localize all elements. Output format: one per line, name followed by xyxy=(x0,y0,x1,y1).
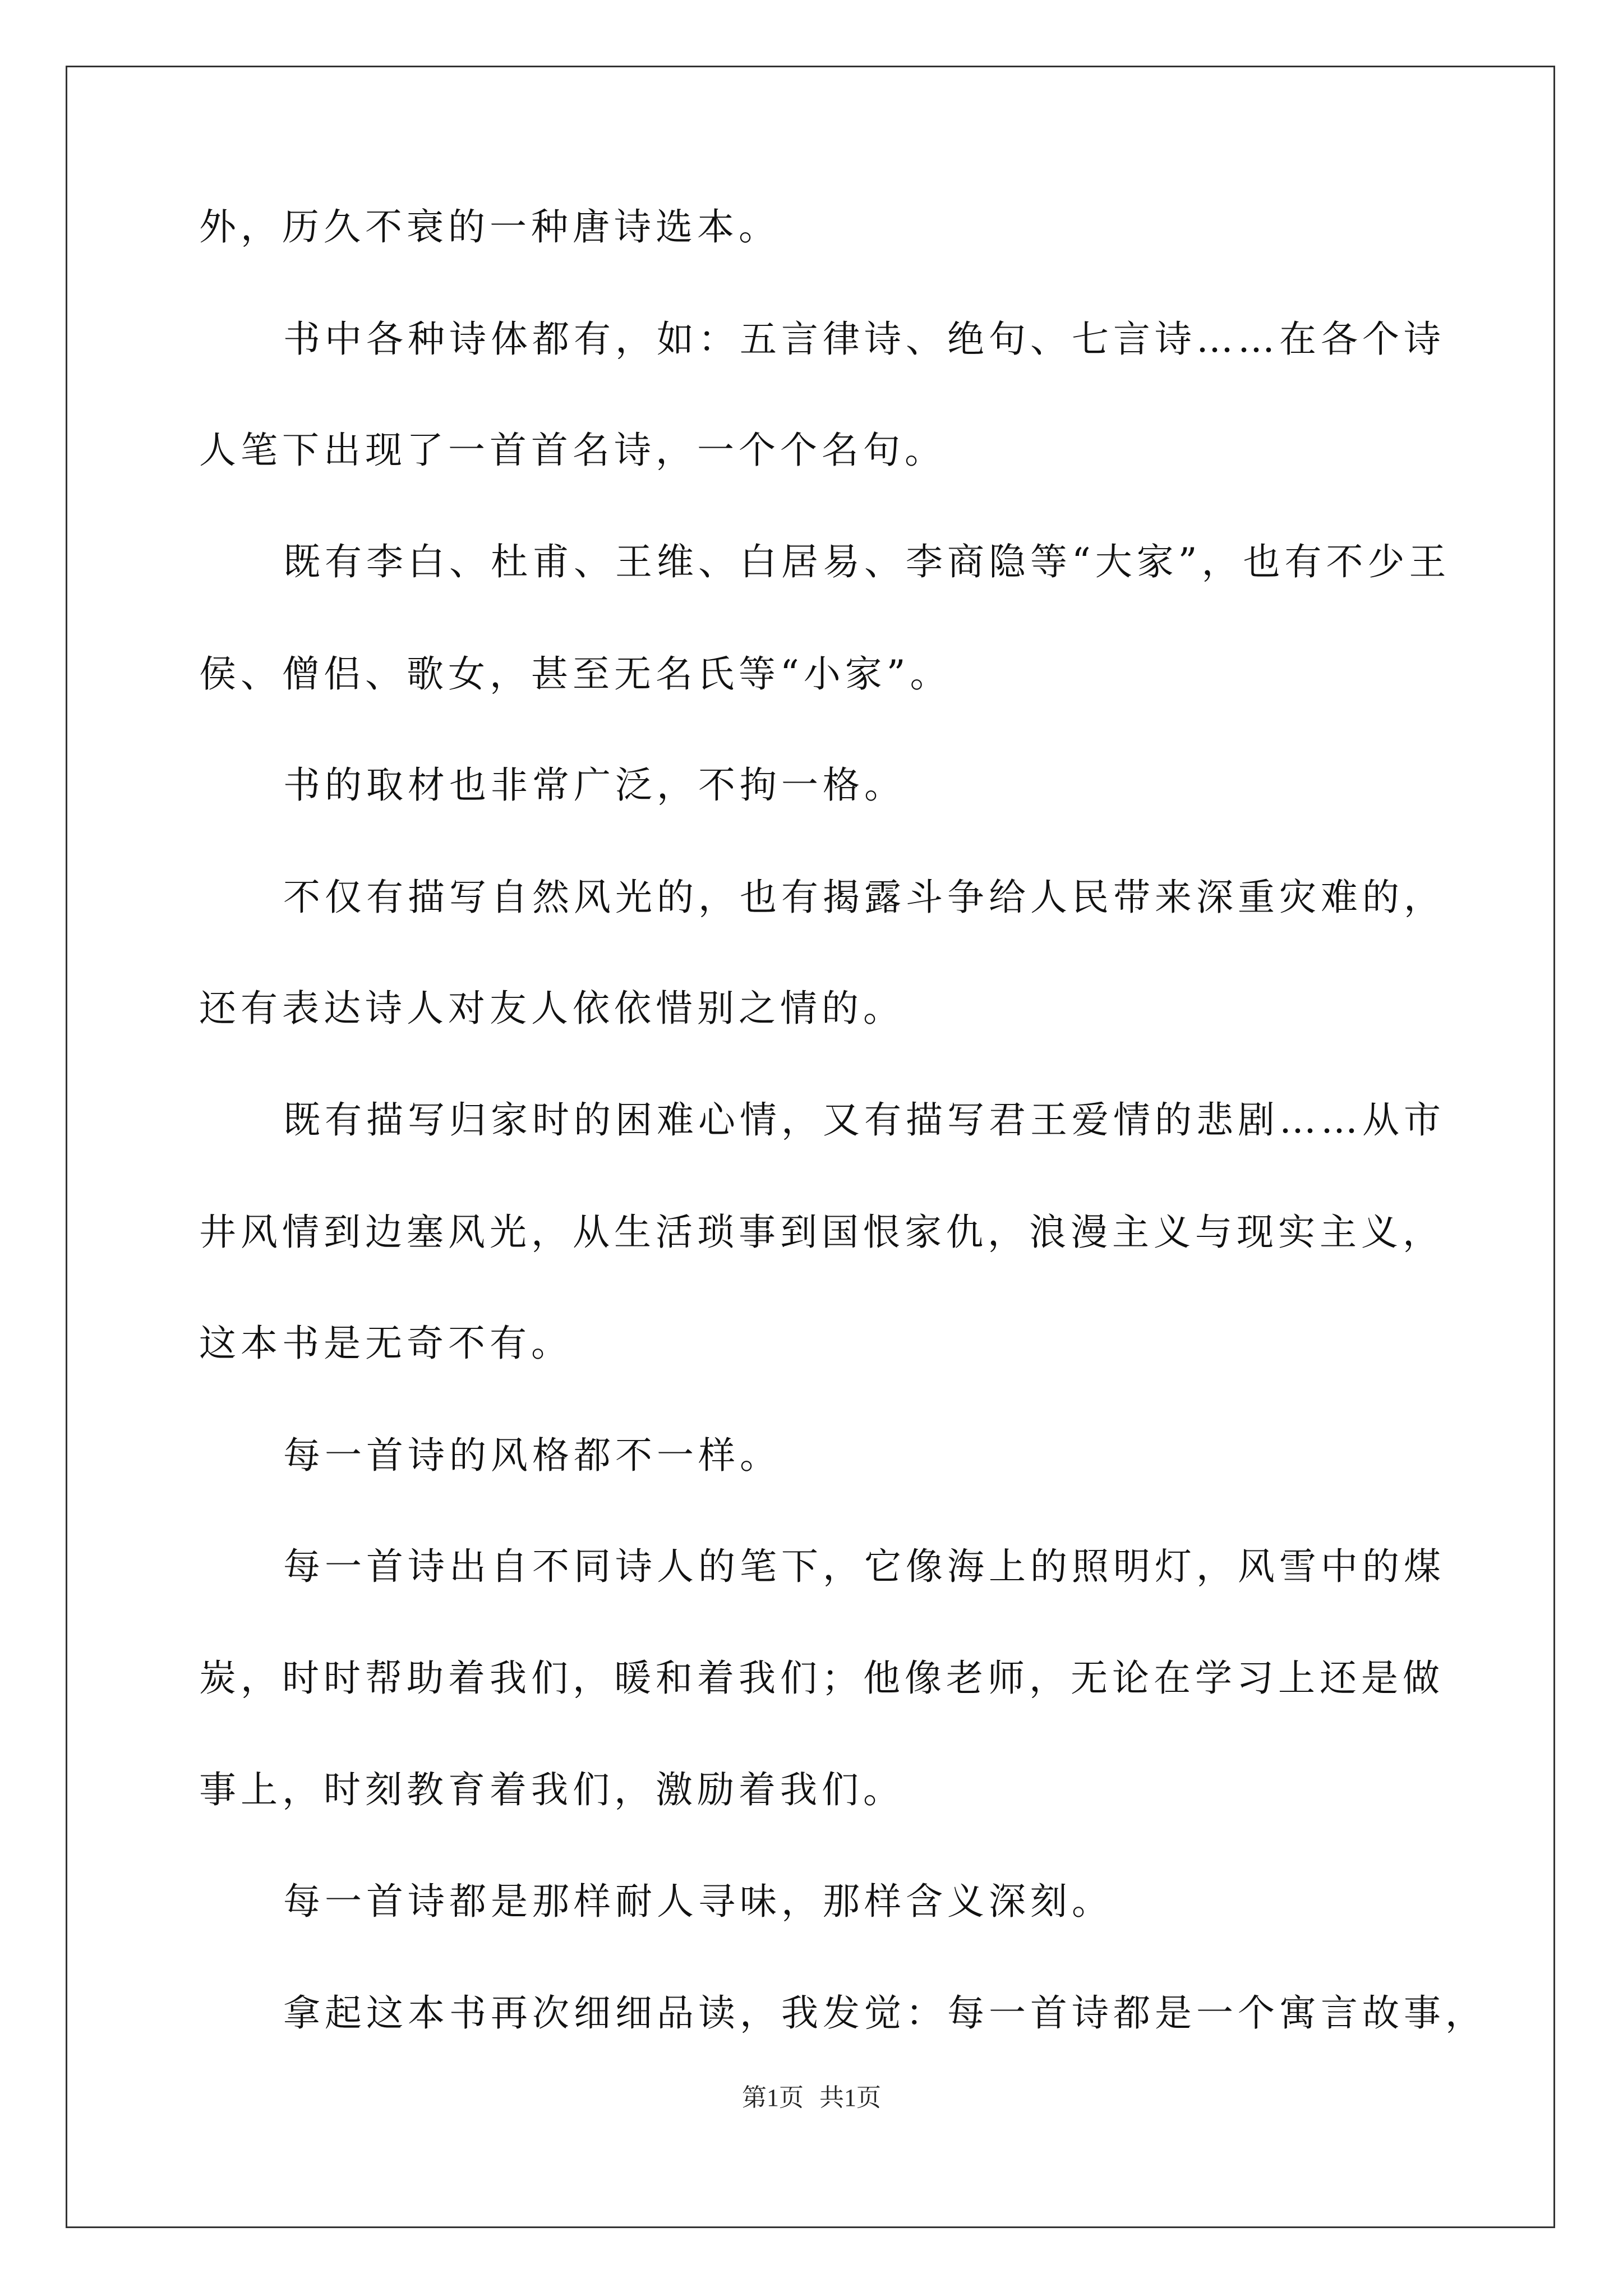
paragraph-first-line: 书中各种诗体都有，如：五言律诗、绝句、七言诗……在各个诗 xyxy=(283,318,1445,361)
paragraph-first-line: 书的取材也非常广泛，不拘一格。 xyxy=(283,763,906,807)
text-line: 炭，时时帮助着我们，暖和着我们；他像老师，无论在学习上还是做 xyxy=(199,1657,1444,1700)
text-line: 井风情到边塞风光，从生活琐事到国恨家仇，浪漫主义与现实主义， xyxy=(199,1211,1444,1254)
paragraph-first-line: 每一首诗出自不同诗人的笔下，它像海上的照明灯，风雪中的煤 xyxy=(283,1545,1445,1588)
page-number: 第1页 xyxy=(742,2084,804,2111)
text-line: 还有表达诗人对友人依依惜别之情的。 xyxy=(199,987,905,1030)
text-line: 人笔下出现了一首首名诗，一个个名句。 xyxy=(199,429,946,472)
paragraph-first-line: 不仅有描写自然风光的，也有揭露斗争给人民带来深重灾难的， xyxy=(283,876,1445,919)
text-line: 这本书是无奇不有。 xyxy=(199,1322,573,1365)
paragraph-first-line: 拿起这本书再次细细品读，我发觉：每一首诗都是一个寓言故事， xyxy=(283,1991,1487,2035)
page-footer xyxy=(0,2081,1623,2115)
paragraph-first-line: 每一首诗都是那样耐人寻味，那样含义深刻。 xyxy=(283,1880,1113,1923)
text-line: 外，历久不衰的一种唐诗选本。 xyxy=(199,205,780,249)
paragraph-first-line: 每一首诗的风格都不一样。 xyxy=(283,1434,781,1477)
paragraph-first-line: 既有描写归家时的困难心情，又有描写君王爱情的悲剧……从市 xyxy=(283,1098,1445,1142)
text-line: 事上，时刻教育着我们，激励着我们。 xyxy=(199,1768,905,1811)
page-total: 共1页 xyxy=(819,2084,881,2111)
paragraph-first-line: 既有李白、杜甫、王维、白居易、李商隐等“大家”，也有不少王 xyxy=(283,540,1451,583)
text-line: 侯、僧侣、歌女，甚至无名氏等“小家”。 xyxy=(199,652,952,696)
